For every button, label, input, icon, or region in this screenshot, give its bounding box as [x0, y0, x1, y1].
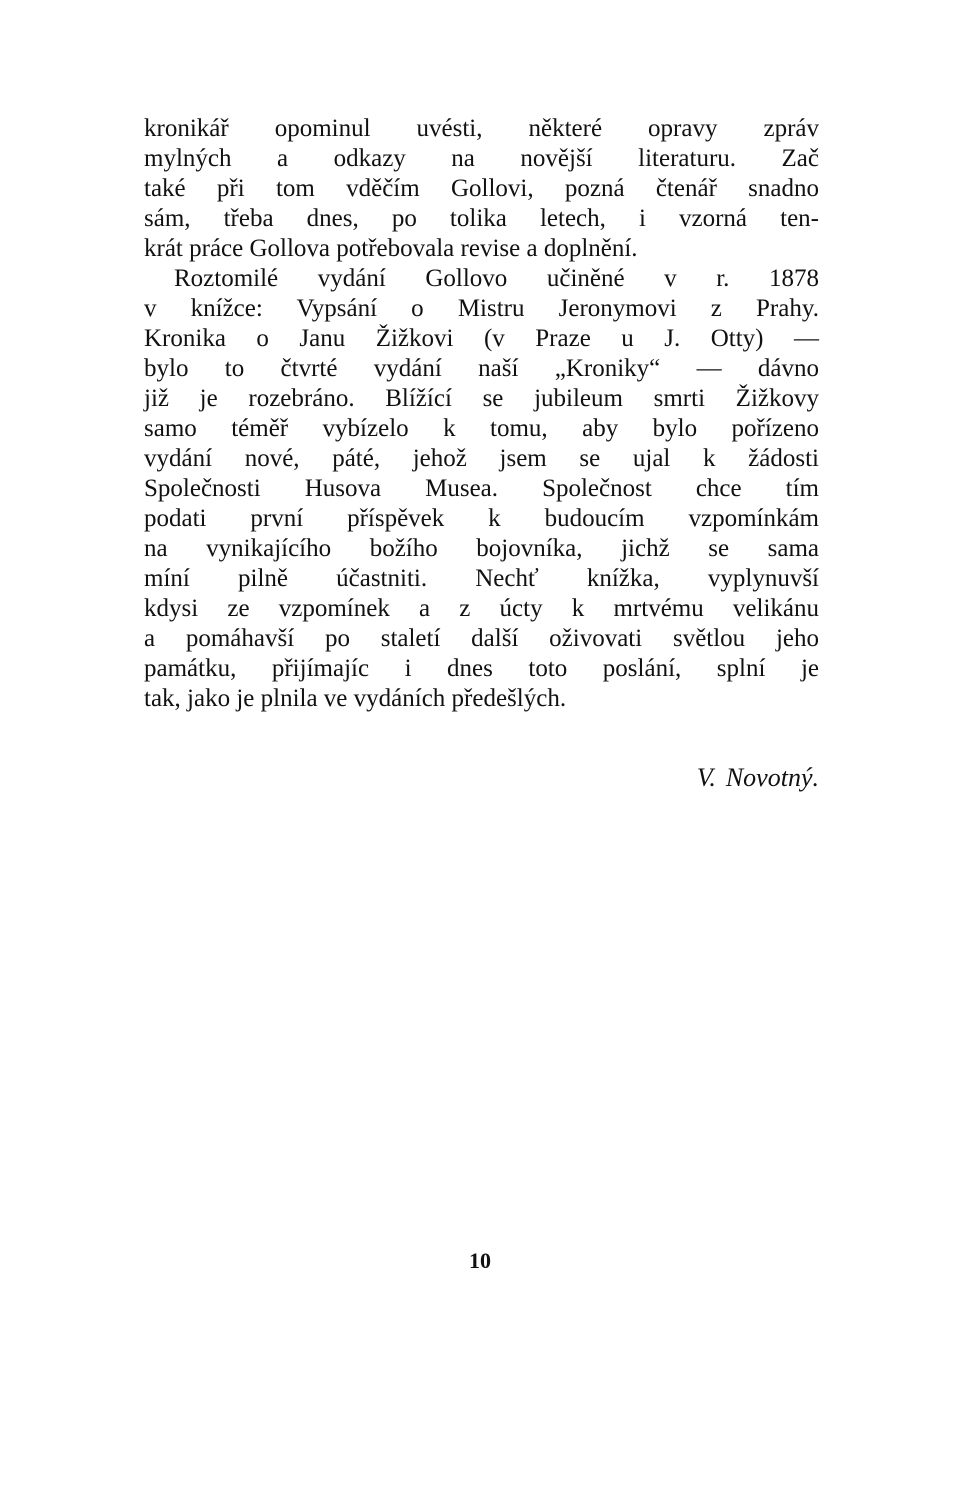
text-line: také při tom vděčím Gollovi, pozná čtenář snadno	[144, 175, 819, 202]
signature-initial: V.	[696, 763, 716, 792]
text-line: a pomáhavší po staletí další oživovati světlou jeho	[144, 625, 819, 652]
text-line: kdysi ze vzpomínek a z úcty k mrtvému velikánu	[144, 595, 819, 622]
text-line: mylných a odkazy na novější literaturu. Zač	[144, 145, 819, 172]
text-line: bylo to čtvrté vydání naší „Kroniky“ — dávno	[144, 355, 819, 382]
text-line: podati první příspěvek k budoucím vzpomínkám	[144, 505, 819, 532]
text-line: tak, jako je plnila ve vydáních předešlých.	[144, 685, 567, 712]
signature-surname: Novotný.	[725, 763, 819, 792]
text-line: kronikář opominul uvésti, některé opravy zpráv	[144, 115, 819, 142]
text-line: již je rozebráno. Blížící se jubileum smrti Žižkovy	[144, 385, 819, 412]
text-line: na vynikajícího božího bojovníka, jichž se sama	[144, 535, 819, 562]
text-line: Společnosti Husova Musea. Společnost chce tím	[144, 475, 819, 502]
text-line: Roztomilé vydání Gollovo učiněné v r. 1878	[174, 265, 819, 292]
text-line: vydání nové, páté, jehož jsem se ujal k žádosti	[144, 445, 819, 472]
text-line: v knížce: Vypsání o Mistru Jeronymovi z Prahy.	[144, 295, 819, 322]
text-line: sám, třeba dnes, po tolika letech, i vzorná ten-	[144, 205, 819, 232]
text-line: samo téměř vybízelo k tomu, aby bylo pořízeno	[144, 415, 819, 442]
text-line: památku, přijímajíc i dnes toto poslání, splní je	[144, 655, 819, 682]
page-number: 10	[469, 1248, 491, 1273]
author-signature	[500, 760, 819, 796]
body-text	[144, 114, 819, 714]
text-line: krát práce Gollova potřebovala revise a doplnění.	[144, 235, 638, 262]
text-line: míní pilně účastniti. Nechť knížka, vyplynuvší	[144, 565, 819, 592]
text-line: Kronika o Janu Žižkovi (v Praze u J. Otty) —	[144, 325, 819, 352]
